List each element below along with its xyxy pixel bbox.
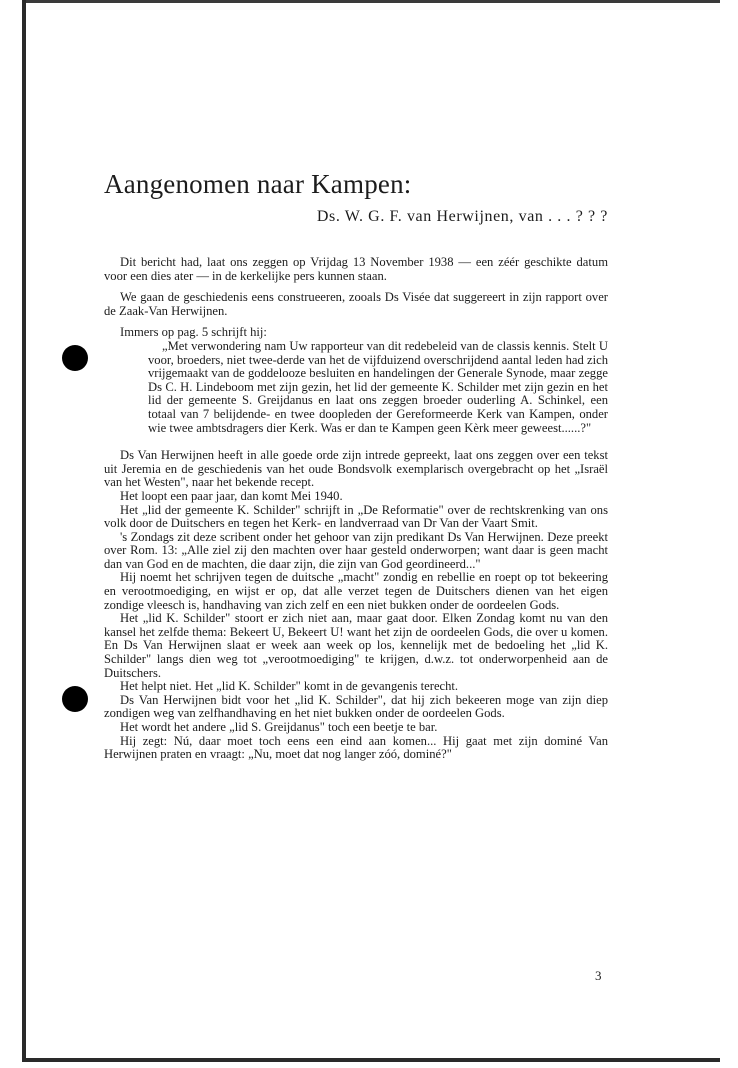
article-title: Aangenomen naar Kampen: <box>104 169 412 199</box>
paragraph-9: Hij noemt het schrijven tegen de duitsche „macht" zondig en rebellie en roept op tot bekeering en verootmoediging, en wijst er op, dat alle verzet tegen de Duitschers dienen van het eigen zondige vleesch is, handhaving van zich zelf en een niet bukken onder de oordeelen Gods. <box>104 570 608 612</box>
paragraph-14: Hij zegt: Nú, daar moet toch eens een eind aan komen... Hij gaat met zijn dominé Van Herwijnen praten en vraagt: „Nu, moet dat nog langer zóó, dominé?" <box>104 733 608 762</box>
paragraph-5: Ds Van Herwijnen heeft in alle goede orde zijn intrede gepreekt, laat ons zeggen over een tekst uit Jeremia en de geschiedenis van het oude Bondsvolk exemplarisch overgebracht op het „Israël van het Westen", naar het bekende recept. <box>104 448 608 490</box>
article-body <box>104 256 608 762</box>
punch-hole-bottom <box>62 686 88 712</box>
paragraph-3: Immers op pag. 5 schrijft hij: <box>120 325 267 340</box>
scan-edge-left <box>22 0 26 1062</box>
paragraph-6: Het loopt een paar jaar, dan komt Mei 1940. <box>120 488 343 503</box>
paragraph-12: Ds Van Herwijnen bidt voor het „lid K. Schilder", dat hij zich bekeeren moge van zijn diep zondigen weg van zelfhandhaving en het niet bukken onder de oordeelen Gods. <box>104 692 608 721</box>
page-number: 3 <box>595 968 602 983</box>
paragraph-10: Het „lid K. Schilder" stoort er zich niet aan, maar gaat door. Elken Zondag komt nu van den kansel het zelfde thema: Bekeert U, Bekeert U! want het zijn de oordeelen Gods, die over u komen. En Ds Van Herwijnen slaat er week aan week op los, kennelijk met de bedoeling het „lid K. Schilder" langs dien weg tot „verootmoediging" te krijgen, d.w.z. tot onderworpenheid aan de Duitschers. <box>104 611 608 680</box>
scan-edge-right <box>720 0 738 1068</box>
scan-edge-top <box>22 0 738 3</box>
document-page <box>104 168 608 762</box>
paragraph-11: Het helpt niet. Het „lid K. Schilder" komt in de gevangenis terecht. <box>120 679 459 694</box>
punch-hole-top <box>62 345 88 371</box>
paragraph-2: We gaan de geschiedenis eens construeeren, zooals Ds Visée dat suggereert in zijn rapport over de Zaak-Van Herwijnen. <box>104 290 608 318</box>
paragraph-1: Dit bericht had, laat ons zeggen op Vrijdag 13 November 1938 — een zéér geschikte datum voor een dies ater — in de kerkelijke pers kunnen staan. <box>104 255 608 283</box>
article-subtitle: Ds. W. G. F. van Herwijnen, van . . . ? ? ? <box>316 208 608 225</box>
paragraph-8: 's Zondags zit deze scribent onder het gehoor van zijn predikant Ds Van Herwijnen. Deze preekt over Rom. 13: „Alle ziel zij den machten over haar gesteld onderworpen; want daar is geen macht dan van God en de machten, die daar zijn, die zijn van God geordineerd..." <box>104 529 608 571</box>
scan-edge-bottom <box>22 1058 722 1062</box>
paragraph-7: Het „lid der gemeente K. Schilder" schrijft in „De Reformatie" over de rechtskrenking van ons volk door de Duitschers en tegen het Kerk- en landverraad van Dr Van der Vaart Smit. <box>104 502 608 531</box>
paragraph-13: Het wordt het andere „lid S. Greijdanus" toch een beetje te bar. <box>120 720 438 734</box>
block-quote: „Met verwondering nam Uw rapporteur van dit redebeleid van de classis kennis. Stelt U voor, broeders, niet twee-derde van het de vijfduizend overschrijdend aantal leden had zich vrijgemaakt van de goddelooze besluiten en handelingen der Generale Synode, maar zegge Ds C. H. Lindeboom met zijn gezin, het lid der gemeente K. Schilder met zijn gezin en het lid der gemeente S. Greijdanus en laat ons zeggen broeder ouderling A. Schinkel, een totaal van 7 belijdende- en twee doopleden der Gereformeerde Kerk van Kampen, onder wie twee ambtsdragers dier Kerk. Was er dan te Kampen geen Kèrk meer geweest......?" <box>148 338 608 435</box>
